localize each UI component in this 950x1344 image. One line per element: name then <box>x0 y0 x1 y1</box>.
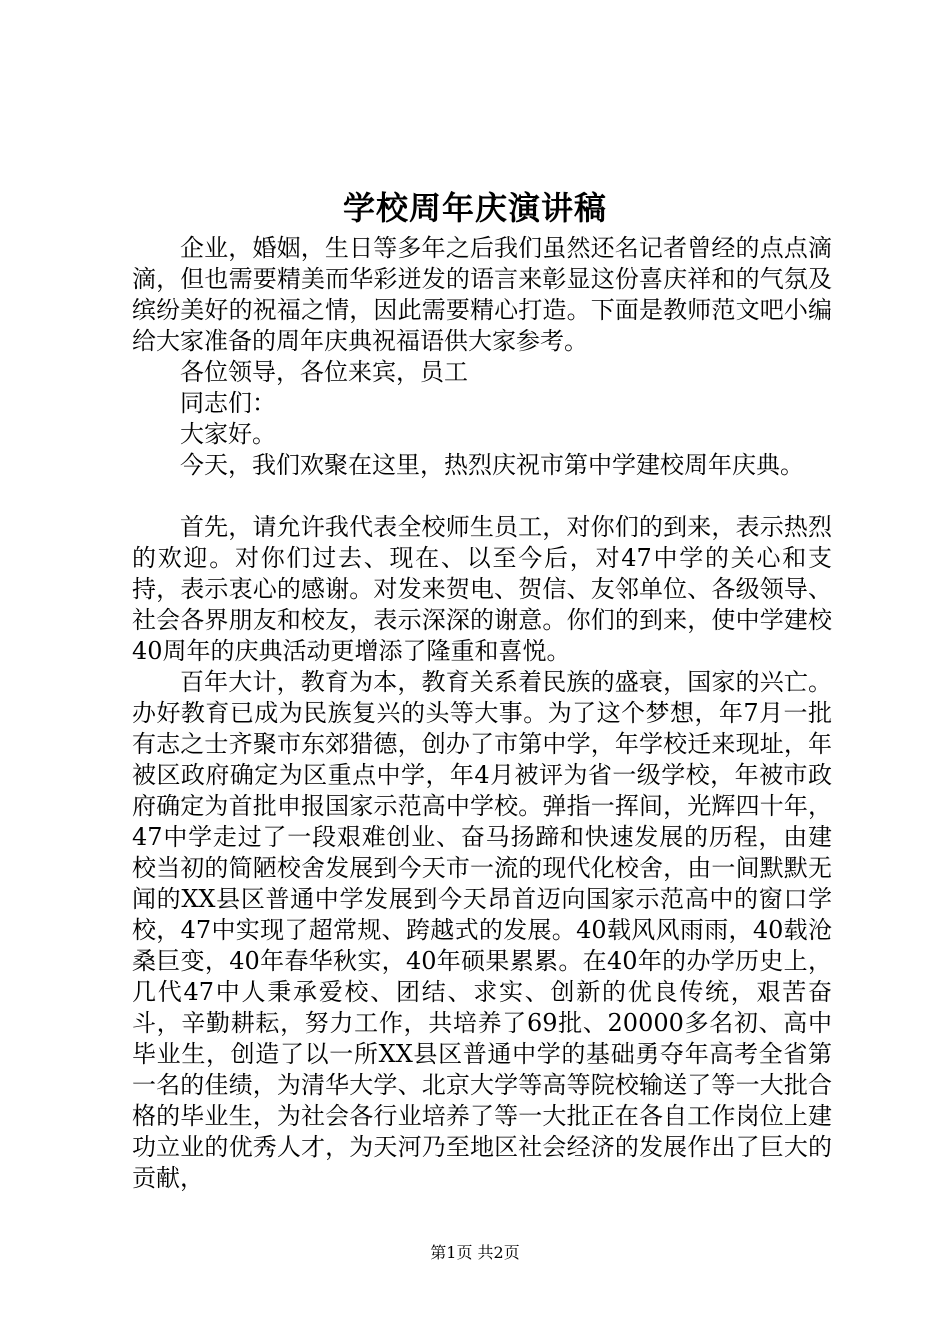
welcome-paragraph: 首先，请允许我代表全校师生员工，对你们的到来，表示热烈的欢迎。对你们过去、现在、以至今后，对47中学的关心和支持，表示衷心的感谢。对发来贺电、贺信、友邻单位、各级领导、社会各界朋友和校友，表示深深的谢意。你们的到来，使中学建校40周年的庆典活动更增添了隆重和喜悦。 <box>132 513 832 665</box>
greeting-line: 大家好。 <box>180 420 276 448</box>
history-paragraph: 百年大计，教育为本，教育关系着民族的盛衰，国家的兴亡。办好教育已成为民族复兴的头等大事。为了这个梦想，年7月一批有志之士齐聚市东郊猎德，创办了市第中学，年学校迁来现址，年被区政府确定为区重点中学，年4月被评为省一级学校，年被市政府确定为首批申报国家示范高中学校。弹指一挥间，光辉四十年，47中学走过了一段艰难创业、奋马扬蹄和快速发展的历程，由建校当初的简陋校舍发展到今天市一流的现代化校舍，由一间默默无闻的XX县区普通中学发展到今天昂首迈向国家示范高中的窗口学校，47中实现了超常规、跨越式的发展。40载风风雨雨，40载沧桑巨变，40年春华秋实，40年硕果累累。在40年的办学历史上，几代47中人秉承爱校、团结、求实、创新的优良传统，艰苦奋斗，辛勤耕耘，努力工作，共培养了69批、20000多名初、高中毕业生，创造了以一所XX县区普通中学的基础勇夺年高考全省第一名的佳绩，为清华大学、北京大学等高等院校输送了等一大批合格的毕业生，为社会各行业培养了等一大批正在各自工作岗位上建功立业的优秀人才，为天河乃至地区社会经济的发展作出了巨大的贡献， <box>132 668 832 1192</box>
salutation-line: 同志们： <box>180 389 276 417</box>
opening-paragraph: 今天，我们欢聚在这里，热烈庆祝市第中学建校周年庆典。 <box>180 451 804 479</box>
page-number-footer: 第1页 共2页 <box>430 1243 520 1262</box>
intro-paragraph: 企业，婚姻，生日等多年之后我们虽然还名记者曾经的点点滴滴，但也需要精美而华彩迸发的语言来彰显这份喜庆祥和的气氛及缤纷美好的祝福之情，因此需要精心打造。下面是教师范文吧小编给大家准备的周年庆典祝福语供大家参考。 <box>132 234 832 355</box>
document-body <box>132 233 832 1194</box>
document-title: 学校周年庆演讲稿 <box>342 189 607 227</box>
salutation-line: 各位领导，各位来宾，员工 <box>180 358 468 386</box>
